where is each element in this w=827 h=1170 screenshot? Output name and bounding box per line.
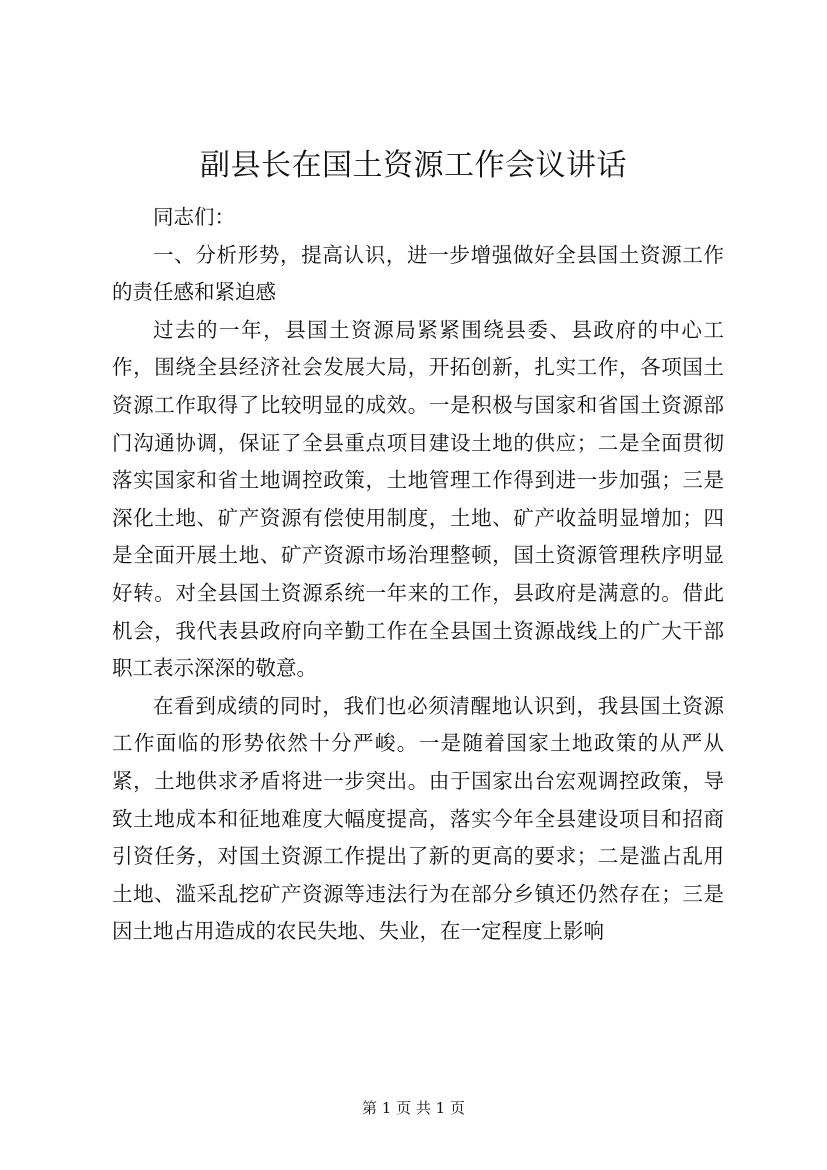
page-number-footer: 第 1 页 共 1 页	[362, 1099, 465, 1117]
document-title: 副县长在国土资源工作会议讲话	[200, 148, 627, 183]
body-paragraph: 在看到成绩的同时，我们也必须清醒地认识到，我县国土资源工作面临的形势依然十分严峻。一是随着国家土地政策的从严从紧，土地供求矛盾将进一步突出。由于国家出台宏观调控政策，导致土地成本和征地难度大幅度提高，落实今年全县建设项目和招商引资任务，对国土资源工作提出了新的更高的要求；二是滥占乱用土地、滥采乱挖矿产资源等违法行为在部分乡镇还仍然存在；三是因土地占用造成的农民失地、失业，在一定程度上影响	[112, 693, 724, 944]
document-body	[112, 199, 724, 951]
salutation-paragraph: 同志们：	[153, 205, 235, 229]
section-heading-paragraph: 一、分析形势，提高认识，进一步增强做好全县国土资源工作的责任感和紧迫感	[112, 242, 724, 305]
body-paragraph: 过去的一年，县国土资源局紧紧围绕县委、县政府的中心工作，围绕全县经济社会发展大局，开拓创新，扎实工作，各项国土资源工作取得了比较明显的成效。一是积极与国家和省国土资源部门沟通协调，保证了全县重点项目建设土地的供应；二是全面贯彻落实国家和省土地调控政策，土地管理工作得到进一步加强；三是深化土地、矿产资源有偿使用制度，土地、矿产收益明显增加；四是全面开展土地、矿产资源市场治理整顿，国土资源管理秩序明显好转。对全县国土资源系统一年来的工作，县政府是满意的。借此机会，我代表县政府向辛勤工作在全县国土资源战线上的广大干部职工表示深深的敬意。	[112, 317, 724, 681]
